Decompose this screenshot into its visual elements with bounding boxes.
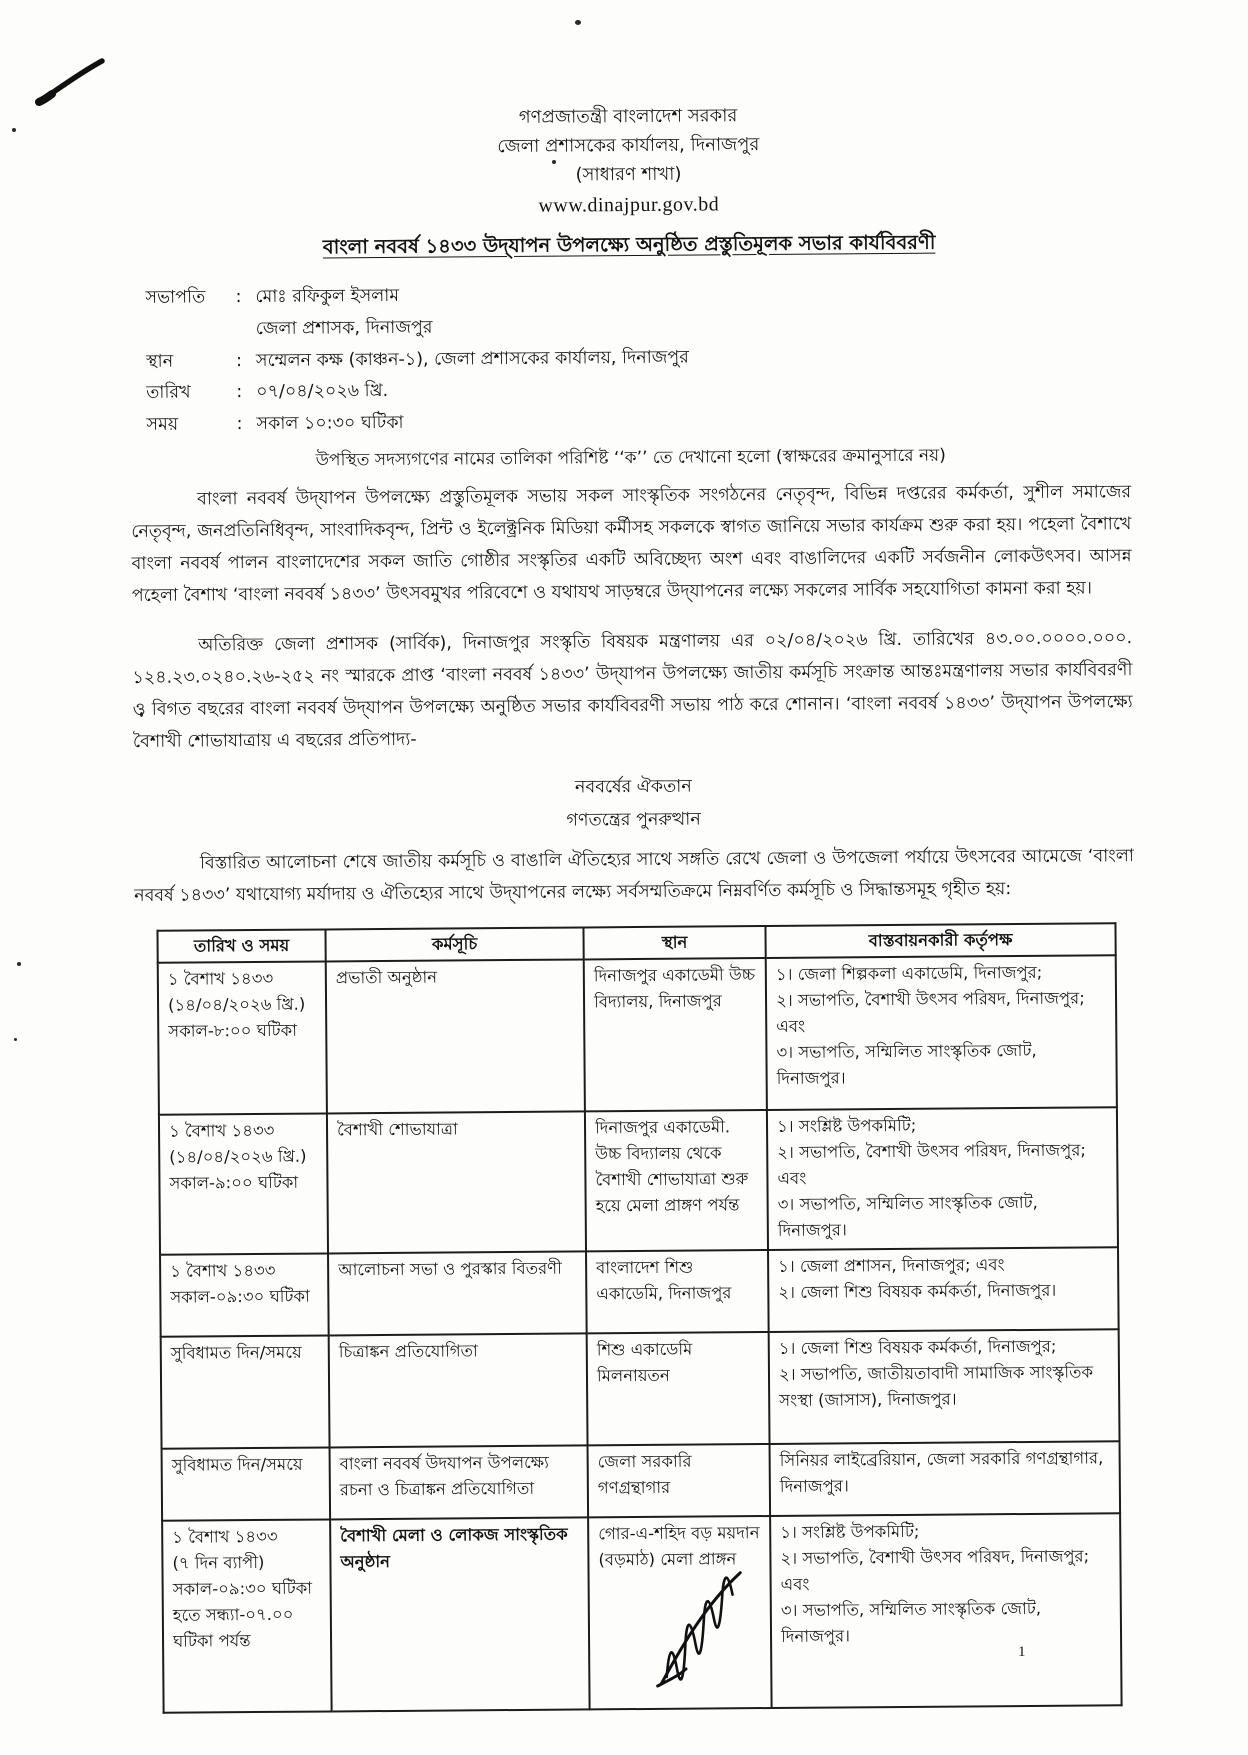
cell-implementers: সিনিয়র লাইব্রেরিয়ান, জেলা সরকারি গণগ্রন্থাগার, দিনাজপুর।	[770, 1441, 1121, 1516]
signature-mark	[636, 1561, 788, 1697]
cell-program: প্রভাতী অনুষ্ঠান	[326, 959, 585, 1113]
theme-slogan-2: গণতন্ত্রের পুনরুত্থান	[566, 809, 701, 831]
cell-implementers: ১। সংশ্লিষ্ট উপকমিটি; ২। সভাপতি, বৈশাখী উৎসব পরিষদ, দিনাজপুর; এবং ৩। সভাপতি, সম্মিলিত সাংস্কৃতিক জোট, দিনাজপুর।	[767, 1107, 1118, 1250]
document-title-text: বাংলা নববর্ষ ১৪৩৩ উদ্‌যাপন উপলক্ষ্যে অনুষ্ঠিত প্রস্তুতিমূলক সভার কার্যবিবরণী	[322, 230, 936, 259]
scan-artifact	[17, 962, 21, 966]
cell-implementers: ১। জেলা শিশু বিষয়ক কর্মকর্তা, দিনাজপুর; ২। সভাপতি, জাতীয়তাবাদী সামাজিক সাংস্কৃতিক সংস্থা (জাসাস), দিনাজপুর।	[769, 1329, 1120, 1444]
cell-program: বৈশাখী শোভাযাত্রা	[327, 1111, 586, 1253]
cell-date: সুবিধামত দিন/সময়ে	[162, 1448, 331, 1521]
cell-venue: জেলা সরকারি গণগ্রন্থাগার	[588, 1444, 771, 1517]
letterhead	[128, 98, 1129, 226]
column-header-date-time: তারিখ ও সময়	[157, 929, 325, 962]
document-title	[129, 227, 1129, 267]
meta-row-time	[130, 402, 1130, 442]
cell-program: চিত্রাঙ্কন প্রতিযোগিতা	[329, 1333, 588, 1447]
table-row	[159, 1107, 1118, 1255]
scan-artifact	[575, 20, 581, 25]
attendance-note: উপস্থিত সদস্যগণের নামের তালিকা পরিশিষ্ট ‘‘ক’’ তে দেখানো হলো (স্বাক্ষরের ক্রমানুসারে নয়)	[315, 445, 946, 471]
paragraph-welcome: বাংলা নববর্ষ উদ্‌যাপন উপলক্ষ্যে প্রস্তুতিমূলক সভায় সকল সাংস্কৃতিক সংগঠনের নেতৃবৃন্দ, বিভিন্ন দপ্তরের কর্মকর্তা, সুশীল সমাজের নেতৃবৃন্দ, জনপ্রতিনিধিবৃন্দ, সাংবাদিকবৃন্দ, প্রিন্ট ও ইলেক্ট্রনিক মিডিয়া কর্মীসহ সকলকে স্বাগত জানিয়ে সভার কার্যক্রম শুরু করা হয়। পহেলা বৈশাখে বাংলা নববর্ষ পালন বাংলাদেশের সকল জাতি গোষ্ঠীর সংস্কৃতির একটি অবিচ্ছেদ্য অংশ এবং বাঙালিদের একটি সর্বজনীন লোকউৎসব। আসন্ন পহেলা বৈশাখ ‘বাংলা নববর্ষ ১৪৩৩’ উৎসবমুখর পরিবেশে ও যথাযথ সাড়ম্বরে উদ্‌যাপনের লক্ষ্যে সকলের সার্বিক সহযোগিতা কামনা করা হয়।	[131, 482, 1132, 607]
cell-venue: শিশু একাডেমি মিলনায়তন	[587, 1332, 770, 1445]
meta-colon: :	[236, 414, 243, 435]
cell-implementers: ১। জেলা শিল্পকলা একাডেমি, দিনাজপুর; ২। সভাপতি, বৈশাখী উৎসব পরিষদ, দিনাজপুর; এবং ৩। সভাপতি, সম্মিলিত সাংস্কৃতিক জোট, দিনাজপুর।	[766, 955, 1117, 1110]
table-row	[162, 1441, 1121, 1521]
table-row	[161, 1329, 1120, 1449]
column-header-implementer: বাস্তবায়নকারী কর্তৃপক্ষ	[765, 923, 1115, 958]
cell-implementers: ১। জেলা প্রশাসন, দিনাজপুর; এবং ২। জেলা শিশু বিষয়ক কর্মকর্তা, দিনাজপুর।	[768, 1247, 1119, 1332]
page-number: 1	[1018, 1644, 1026, 1660]
meta-label-empty	[130, 314, 222, 347]
chairman-designation: জেলা প্রশাসক, দিনাজপুর	[255, 317, 433, 339]
meta-colon: :	[235, 350, 243, 371]
column-header-program: কর্মসূচি	[325, 927, 583, 961]
meta-colon: :	[235, 286, 242, 308]
chairman-name: মোঃ রফিকুল ইসলাম	[255, 285, 400, 307]
meeting-venue: সম্মেলন কক্ষ (কাঞ্চন-১), জেলা প্রশাসকের কার্যালয়, দিনাজপুর	[255, 347, 689, 371]
theme-slogan-1: নববর্ষের ঐকতান	[574, 776, 692, 798]
cell-program: বাংলা নববর্ষ উদযাপন উপলক্ষ্যে রচনা ও চিত্রাঙ্কন প্রতিযোগিতা	[330, 1445, 589, 1519]
meta-label: তারিখ	[146, 382, 191, 404]
meeting-meta	[129, 275, 1130, 442]
cell-date: ১ বৈশাখ ১৪৩৩ (৭ দিন ব্যাপী) সকাল-০৯:৩০ ঘটিকা হতে সন্ধ্যা-০৭.০০ ঘটিকা পর্যন্ত	[162, 1520, 332, 1713]
meta-label: স্থান	[145, 351, 174, 372]
cell-venue: বাংলাদেশ শিশু একাডেমি, দিনাজপুর	[586, 1250, 769, 1333]
office-name: জেলা প্রশাসকের কার্যালয়, দিনাজপুর	[497, 134, 760, 158]
paragraph-reference: অতিরিক্ত জেলা প্রশাসক (সার্বিক), দিনাজপুর সংস্কৃতি বিষয়ক মন্ত্রণালয় এর ০২/০৪/২০২৬ খ্রি. তারিখের ৪৩.০০.০০০০.০০০. ১২৪.২৩.০২৪০.২৬-২৫২ নং স্মারকে প্রাপ্ত ‘বাংলা নববর্ষ ১৪৩৩’ উদ্‌যাপন উপলক্ষ্যে জাতীয় কর্মসূচি সংক্রান্ত আন্তঃমন্ত্রণালয় সভার কার্যবিবরণী ও বিগত বছরের বাংলা নববর্ষ উদ্‌যাপন উপলক্ষ্যে অনুষ্ঠিত সভার কার্যবিবরণী সভায় পাঠ করে শোনান। ‘বাংলা নববর্ষ ১৪৩৩’ উদ্‌যাপন উপলক্ষ্যে বৈশাখী শোভাযাত্রায় এ বছরের প্রতিপাদ্য-	[132, 627, 1133, 752]
cell-date: ১ বৈশাখ ১৪৩৩ সকাল-০৯:৩০ ঘটিকা	[160, 1254, 329, 1337]
meeting-time: সকাল ১০:৩০ ঘটিকা	[256, 413, 404, 435]
meta-colon-empty	[222, 314, 256, 346]
website-text: www.dinajpur.gov.bd	[538, 193, 720, 218]
pen-stroke-mark	[34, 56, 108, 112]
cell-date: ১ বৈশাখ ১৪৩৩ (১৪/০৪/২০২৬ খ্রি.) সকাল-৮:০০ ঘটিকা	[158, 961, 327, 1114]
cell-date: ১ বৈশাখ ১৪৩৩ (১৪/০৪/২০২৬ খ্রি.) সকাল-৯:০০ ঘটিকা	[159, 1113, 328, 1255]
government-name: গণপ্রজাতন্ত্রী বাংলাদেশ সরকার	[518, 105, 738, 128]
cell-venue: দিনাজপুর একাডেমী উচ্চ বিদ্যালয়, দিনাজপুর	[584, 958, 767, 1111]
cell-program: বৈশাখী মেলা ও লোকজ সাংস্কৃতিক অনুষ্ঠান	[330, 1517, 589, 1711]
column-header-venue: স্থান	[583, 926, 765, 959]
scan-artifact	[14, 1038, 17, 1041]
meta-label: সময়	[146, 414, 179, 436]
cell-program: আলোচনা সভা ও পুরস্কার বিতরণী	[328, 1251, 587, 1335]
meeting-date: ০৭/০৪/২০২৬ খ্রি.	[256, 381, 389, 403]
table-row	[160, 1247, 1119, 1337]
document-content	[128, 98, 1141, 1714]
meta-label: সভাপতি	[145, 287, 206, 308]
branch-name: (সাধারণ শাখা)	[575, 163, 682, 186]
meta-colon: :	[236, 382, 243, 403]
scan-artifact	[12, 128, 16, 132]
paragraph-decision: বিস্তারিত আলোচনা শেষে জাতীয় কর্মসূচি ও বাঙালি ঐতিহ্যের সাথে সঙ্গতি রেখে জেলা ও উপজেলা পর্যায়ে উৎসবের আমেজে ‘বাংলা নববর্ষ ১৪৩৩’ যথাযোগ্য মর্যাদায় ও ঐতিহ্যের সাথে উদ্‌যাপনের লক্ষ্যে সর্বসম্মতিক্রমে নিম্নবর্ণিত কর্মসূচি ও সিদ্ধান্তসমূহ গৃহীত হয়:	[134, 846, 1135, 907]
cell-venue: গোর-এ-শহিদ বড় ময়দান (বড়মাঠ) মেলা প্রাঙ্গন	[588, 1516, 772, 1709]
cell-implementers: ১। সংশ্লিষ্ট উপকমিটি; ২। সভাপতি, বৈশাখী উৎসব পরিষদ, দিনাজপুর; এবং ৩। সভাপতি, সম্মিলিত সাংস্কৃতিক জোট, দিনাজপুর।	[770, 1513, 1121, 1708]
cell-venue: দিনাজপুর একাডেমী. উচ্চ বিদ্যালয় থেকে বৈশাখী শোভাযাত্রা শুরু হয়ে মেলা প্রাঙ্গণ পর্যন্ত	[585, 1110, 768, 1252]
table-row	[158, 955, 1117, 1115]
cell-date: সুবিধামত দিন/সময়ে	[161, 1336, 330, 1449]
